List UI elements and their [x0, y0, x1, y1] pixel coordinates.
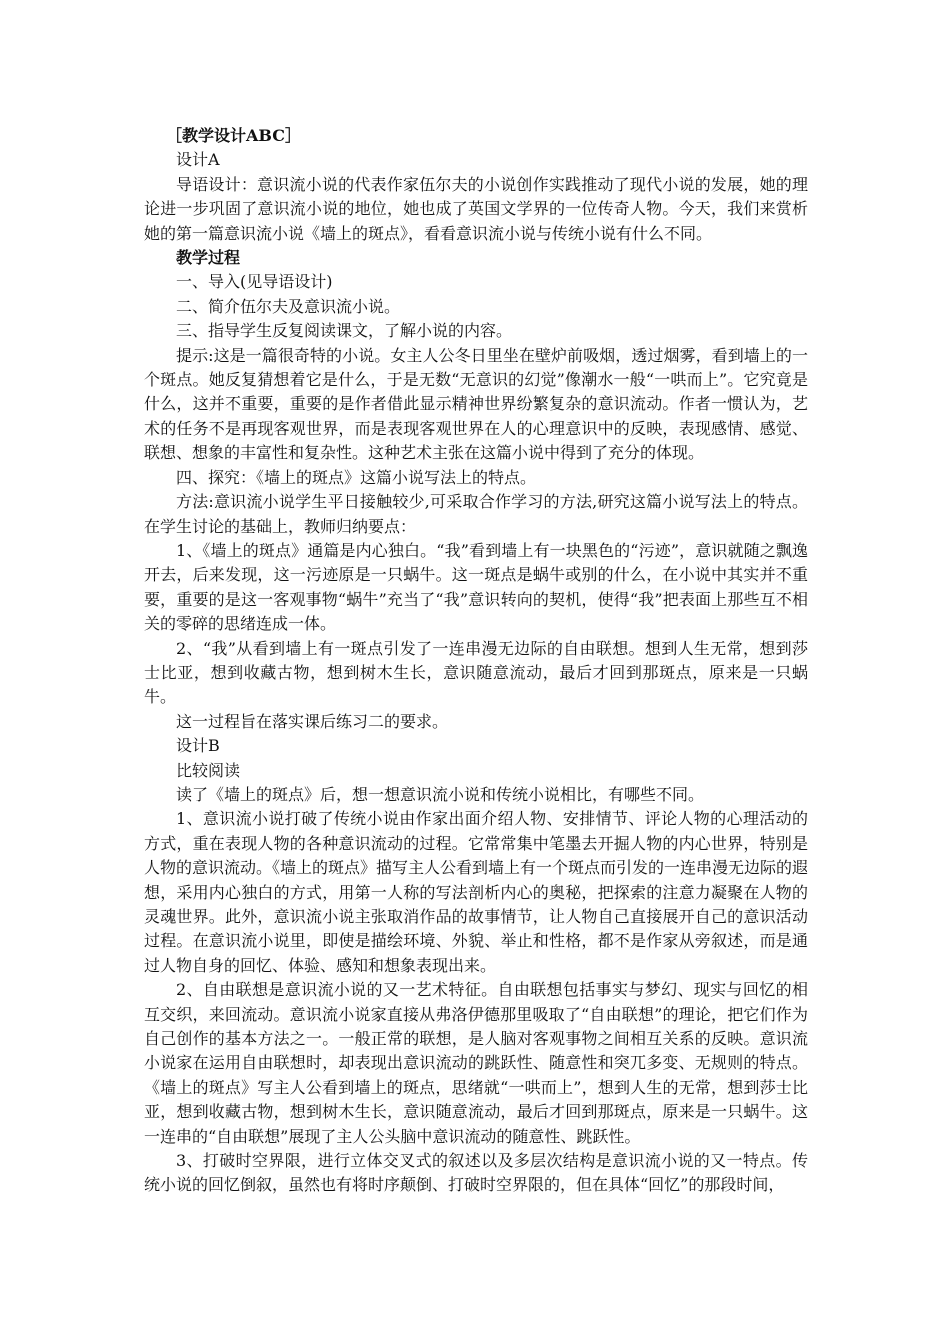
document-title: ［教学设计ABC］: [166, 126, 301, 145]
document-page: [144, 124, 808, 1198]
section-heading-teaching-process: 教学过程: [176, 248, 241, 268]
paragraph-point-2: 2、“我”从看到墙上有一斑点引发了一连串漫无边际的自由联想。想到人生无常，想到莎士比亚，想到收藏古物，想到树木生长，意识随意流动，最后才回到那斑点，原来是一只蜗牛。: [144, 638, 808, 707]
section-heading-design-a: 设计A: [176, 150, 220, 170]
paragraph-process-goal: 这一过程旨在落实课后练习二的要求。: [176, 711, 449, 731]
paragraph-difference-1: 1、意识流小说打破了传统小说由作家出面介绍人物、安排情节、评论人物的心理活动的方式，重在表现人物的各种意识流动的过程。它常常集中笔墨去开掘人物的内心世界，特别是人物的意识流动。《墙上的斑点》描写主人公看到墙上有一个斑点而引发的一连串漫无边际的遐想，采用内心独白的方式，用第一人称的写法剖析内心的奥秘，把探索的注意力凝聚在人物的灵魂世界。此外，意识流小说主张取消作品的故事情节，让人物自己直接展开自己的意识活动过程。在意识流小说里，即使是描绘环境、外貌、举止和性格，都不是作家从旁叙述，而是通过人物自身的回忆、体验、感知和想象表现出来。: [144, 809, 809, 975]
paragraph-step-3: 三、指导学生反复阅读课文，了解小说的内容。: [176, 321, 513, 341]
paragraph-reading-question: 读了《墙上的斑点》后，想一想意识流小说和传统小说相比，有哪些不同。: [176, 784, 705, 804]
paragraph-difference-2: 2、自由联想是意识流小说的又一艺术特征。自由联想包括事实与梦幻、现实与回忆的相互交织，来回流动。意识流小说家直接从弗洛伊德那里吸取了“自由联想”的理论，把它们作为自己创作的基本方法之一。一般正常的联想，是人脑对客观事物之间相互关系的反映。意识流小说家在运用自由联想时，却表现出意识流动的跳跃性、随意性和突兀多变、无规则的特点。《墙上的斑点》写主人公看到墙上的斑点，思绪就“一哄而上”，想到人生的无常，想到莎士比亚，想到收藏古物，想到树木生长，意识随意流动，最后才回到那斑点，原来是一只蜗牛。这一连串的“自由联想”展现了主人公头脑中意识流动的随意性、跳跃性。: [144, 980, 808, 1146]
paragraph-point-1: 1、《墙上的斑点》通篇是内心独白。“我”看到墙上有一块黑色的“污迹”，意识就随之飘逸开去，后来发现，这一污迹原是一只蜗牛。这一斑点是蜗牛或别的什么，在小说中其实并不重要，重要的是这一客观事物“蜗牛”充当了“我”意识转向的契机，使得“我”把表面上那些互不相关的零碎的思绪连成一体。: [144, 540, 808, 634]
paragraph-method: 方法:意识流小说学生平日接触较少,可采取合作学习的方法,研究这篇小说写法上的特点。在学生讨论的基础上，教师归纳要点：: [144, 492, 808, 536]
paragraph-intro-design: 导语设计：意识流小说的代表作家伍尔夫的小说创作实践推动了现代小说的发展，她的理论进一步巩固了意识流小说的地位，她也成了英国文学界的一位传奇人物。今天，我们来赏析她的第一篇意识流小说《墙上的斑点》，看看意识流小说与传统小说有什么不同。: [144, 174, 808, 243]
paragraph-step-1: 一、导入(见导语设计): [176, 272, 333, 292]
paragraph-difference-3: 3、打破时空界限，进行立体交叉式的叙述以及多层次结构是意识流小说的又一特点。传统小说的回忆倒叙，虽然也有将时序颠倒、打破时空界限的，但在具体“回忆”的那段时间，: [144, 1151, 808, 1195]
paragraph-step-4: 四、探究：《墙上的斑点》这篇小说写法上的特点。: [176, 467, 537, 487]
section-heading-design-b: 设计B: [176, 736, 220, 756]
paragraph-step-2: 二、简介伍尔夫及意识流小说。: [176, 296, 401, 316]
paragraph-hint: 提示:这是一篇很奇特的小说。女主人公冬日里坐在壁炉前吸烟，透过烟雾，看到墙上的一个斑点。她反复猜想着它是什么，于是无数“无意识的幻觉”像潮水一般“一哄而上”。它究竟是什么，这并不重要，重要的是作者借此显示精神世界纷繁复杂的意识流动。作者一惯认为，艺术的任务不是再现客观世界，而是表现客观世界在人的心理意识中的反映，表现感情、感觉、联想、想象的丰富性和复杂性。这种艺术主张在这篇小说中得到了充分的体现。: [144, 345, 808, 463]
section-heading-comparative-reading: 比较阅读: [176, 760, 241, 780]
